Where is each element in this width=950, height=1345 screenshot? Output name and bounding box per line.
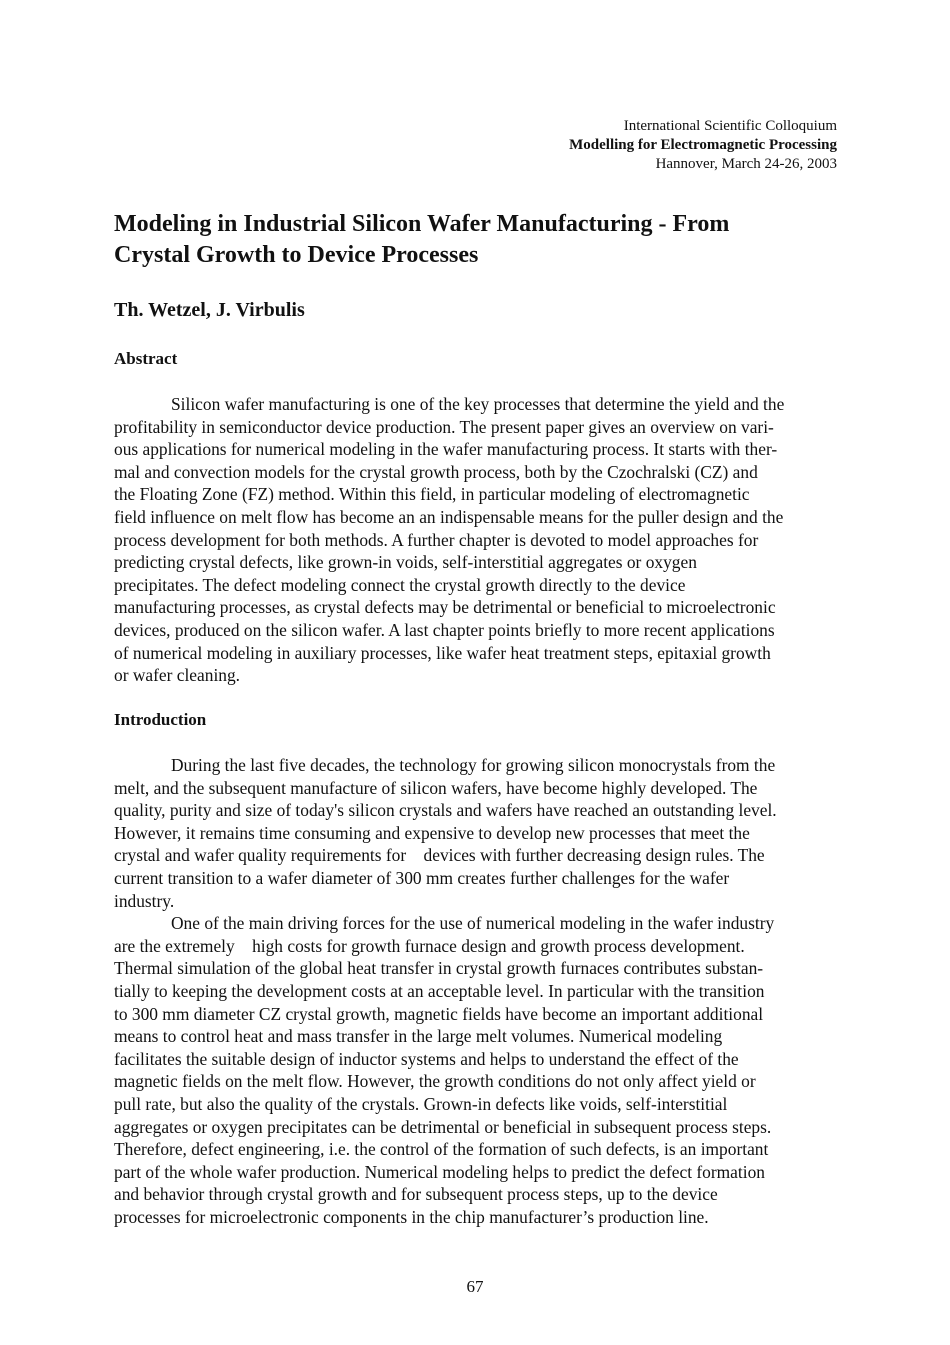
abstract-line: precipitates. The defect modeling connect the crystal growth directly to the device [114,574,686,595]
intro-line: are the extremely high costs for growth furnace design and growth process development. [114,935,745,956]
intro-line: During the last five decades, the technology for growing silicon monocrystals from the [171,755,776,775]
page-number: 67 [466,1277,484,1296]
abstract-line: Silicon wafer manufacturing is one of the key processes that determine the yield and the [171,394,785,414]
abstract-body [114,393,836,687]
abstract-line: the Floating Zone (FZ) method. Within this field, in particular modeling of electromagnetic [114,484,750,505]
conference-topic: Modelling for Electromagnetic Processing [569,137,837,153]
abstract-heading: Abstract [114,349,178,368]
intro-line: industry. [114,890,175,911]
abstract-line: profitability in semiconductor device production. The present paper gives an overview on vari- [114,416,774,437]
intro-line: processes for microelectronic components in the chip manufacturer’s production line. [114,1206,709,1227]
intro-line: melt, and the subsequent manufacture of silicon wafers, have become highly developed. The [114,777,758,798]
abstract-line: field influence on melt flow has become an an indispensable means for the puller design and the [114,506,784,527]
intro-line: part of the whole wafer production. Numerical modeling helps to predict the defect formation [114,1161,765,1182]
abstract-line: manufacturing processes, as crystal defects may be detrimental or beneficial to microelectronic [114,597,776,618]
title-line-2: Crystal Growth to Device Processes [114,242,479,268]
intro-line: to 300 mm diameter CZ crystal growth, magnetic fields have become an important additional [114,1003,764,1024]
paper-title [114,209,844,271]
conference-info [569,117,837,174]
abstract-line: of numerical modeling in auxiliary processes, like wafer heat treatment steps, epitaxial growth [114,642,771,663]
intro-line: crystal and wafer quality requirements for devices with further decreasing design rules. The [114,845,765,866]
introduction-heading: Introduction [114,710,207,729]
intro-line: pull rate, but also the quality of the crystals. Grown-in defects like voids, self-interstitial [114,1093,728,1114]
intro-line: tially to keeping the development costs at an acceptable level. In particular with the transition [114,980,765,1001]
title-line-1: Modeling in Industrial Silicon Wafer Manufacturing - From [114,211,730,237]
abstract-line: devices, produced on the silicon wafer. A last chapter points briefly to more recent applications [114,619,775,640]
conference-name: International Scientific Colloquium [623,118,837,134]
intro-line: However, it remains time consuming and expensive to develop new processes that meet the [114,822,750,843]
abstract-line: or wafer cleaning. [114,665,241,686]
intro-line: aggregates or oxygen precipitates can be detrimental or beneficial in subsequent process steps. [114,1116,772,1137]
abstract-line: predicting crystal defects, like grown-in voids, self-interstitial aggregates or oxygen [114,552,697,573]
abstract-line: mal and convection models for the crystal growth process, both by the Czochralski (CZ) and [114,461,758,482]
intro-line: One of the main driving forces for the use of numerical modeling in the wafer industry [171,913,775,934]
abstract-line: ous applications for numerical modeling in the wafer manufacturing process. It starts with ther- [114,439,778,460]
introduction-body [114,754,836,1228]
authors: Th. Wetzel, J. Virbulis [114,299,305,321]
intro-line: Thermal simulation of the global heat transfer in crystal growth furnaces contributes substan- [114,958,764,979]
intro-line: facilitates the suitable design of inductor systems and helps to understand the effect of the [114,1048,739,1069]
intro-line: Therefore, defect engineering, i.e. the control of the formation of such defects, is an important [114,1139,769,1160]
intro-line: current transition to a wafer diameter of 300 mm creates further challenges for the wafer [114,867,730,888]
intro-line: means to control heat and mass transfer in the large melt volumes. Numerical modeling [114,1026,723,1047]
abstract-line: process development for both methods. A further chapter is devoted to model approaches for [114,529,759,550]
intro-line: and behavior through crystal growth and for subsequent process steps, up to the device [114,1184,718,1205]
intro-line: magnetic fields on the melt flow. However, the growth conditions do not only affect yield or [114,1071,756,1092]
conference-location-date: Hannover, March 24-26, 2003 [655,156,837,172]
intro-line: quality, purity and size of today's silicon crystals and wafers have reached an outstanding level. [114,800,777,821]
